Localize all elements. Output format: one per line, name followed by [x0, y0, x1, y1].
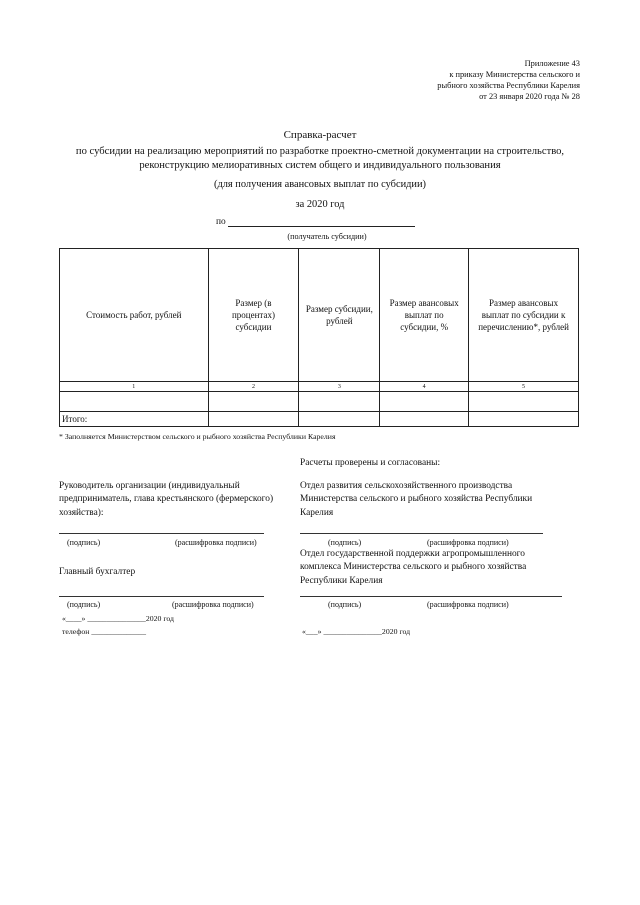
total-label: Итого:	[60, 412, 209, 427]
appendix-ministry: рыбного хозяйства Республики Карелия	[437, 81, 580, 90]
right-date-field[interactable]: «___» _______________2020 год	[302, 627, 411, 636]
recipient-line	[216, 216, 415, 227]
header-percent: Размер (в процентах) субсидии	[208, 249, 299, 382]
header-cost: Стоимость работ, рублей	[60, 249, 209, 382]
table-cell[interactable]	[380, 412, 469, 427]
header-advance-amount: Размер авансовых выплат по субсидии к перечислению*, рублей	[469, 249, 579, 382]
development-signature-line[interactable]	[300, 533, 543, 534]
recipient-caption: (получатель субсидии)	[287, 232, 367, 241]
development-decoding-caption: (расшифровка подписи)	[427, 538, 509, 547]
footnote: * Заполняется Министерством сельского и рыбного хозяйства Республики Карелия	[59, 432, 336, 441]
table-cell[interactable]	[60, 392, 209, 412]
recipient-field[interactable]	[228, 216, 415, 227]
appendix-number: Приложение 43	[524, 59, 580, 68]
header-advance-percent: Размер авансовых выплат по субсидии, %	[380, 249, 469, 382]
support-signature-line[interactable]	[300, 596, 562, 597]
head-decoding-caption: (расшифровка подписи)	[175, 538, 257, 547]
table-number-row	[60, 382, 579, 392]
header-subsidy: Размер субсидии, рублей	[299, 249, 380, 382]
document-purpose: (для получения авансовых выплат по субсидии)	[213, 179, 426, 190]
department-support-label: Отдел государственной поддержки агропромышленного комплекса Министерства сельского и рыбного хозяйства Республики Карелия	[300, 549, 527, 586]
development-signature-caption: (подпись)	[328, 538, 362, 547]
document-year: за 2020 год	[295, 199, 345, 210]
head-signature-caption: (подпись)	[67, 538, 101, 547]
table-cell[interactable]	[299, 392, 380, 412]
appendix-reference	[437, 58, 580, 102]
recipient-prefix: по	[216, 217, 226, 227]
phone-field[interactable]: телефон ______________	[62, 627, 146, 636]
chief-accountant-label: Главный бухгалтер	[59, 567, 136, 577]
table-cell[interactable]	[208, 412, 299, 427]
left-date-field[interactable]: «____» _______________2020 год	[62, 614, 175, 623]
table-total-row	[60, 412, 579, 427]
column-number: 4	[380, 382, 469, 392]
organization-head-label: Руководитель организации (индивидуальный предприниматель, глава крестьянского (фермерского) хозяйства):	[59, 481, 274, 518]
column-number: 3	[299, 382, 380, 392]
subject-line-1: по субсидии на реализацию мероприятий по разработке проектно-сметной документации на строительство,	[75, 146, 565, 157]
support-signature-caption: (подпись)	[328, 600, 362, 609]
table-cell[interactable]	[469, 392, 579, 412]
appendix-date: от 23 января 2020 года № 28	[479, 92, 580, 101]
head-signature-line[interactable]	[59, 533, 264, 534]
support-decoding-caption: (расшифровка подписи)	[427, 600, 509, 609]
table-cell[interactable]	[208, 392, 299, 412]
column-number: 1	[60, 382, 209, 392]
subject-line-2: реконструкцию мелиоративных систем общего и индивидуального пользования	[139, 159, 501, 171]
calculation-table	[59, 248, 579, 427]
document-title: Справка-расчет	[283, 129, 357, 141]
table-cell[interactable]	[299, 412, 380, 427]
column-number: 2	[208, 382, 299, 392]
appendix-order: к приказу Министерства сельского и	[449, 70, 580, 79]
approval-heading: Расчеты проверены и согласованы:	[300, 458, 441, 468]
accountant-decoding-caption: (расшифровка подписи)	[172, 600, 254, 609]
document-subject	[40, 145, 600, 172]
accountant-signature-line[interactable]	[59, 596, 264, 597]
table-cell[interactable]	[380, 392, 469, 412]
table-header-row	[60, 249, 579, 382]
table-row	[60, 392, 579, 412]
column-number: 5	[469, 382, 579, 392]
table-cell[interactable]	[469, 412, 579, 427]
department-development-label: Отдел развития сельскохозяйственного производства Министерства сельского и рыбного хозяйства Республики Карелия	[300, 481, 533, 518]
accountant-signature-caption: (подпись)	[67, 600, 101, 609]
